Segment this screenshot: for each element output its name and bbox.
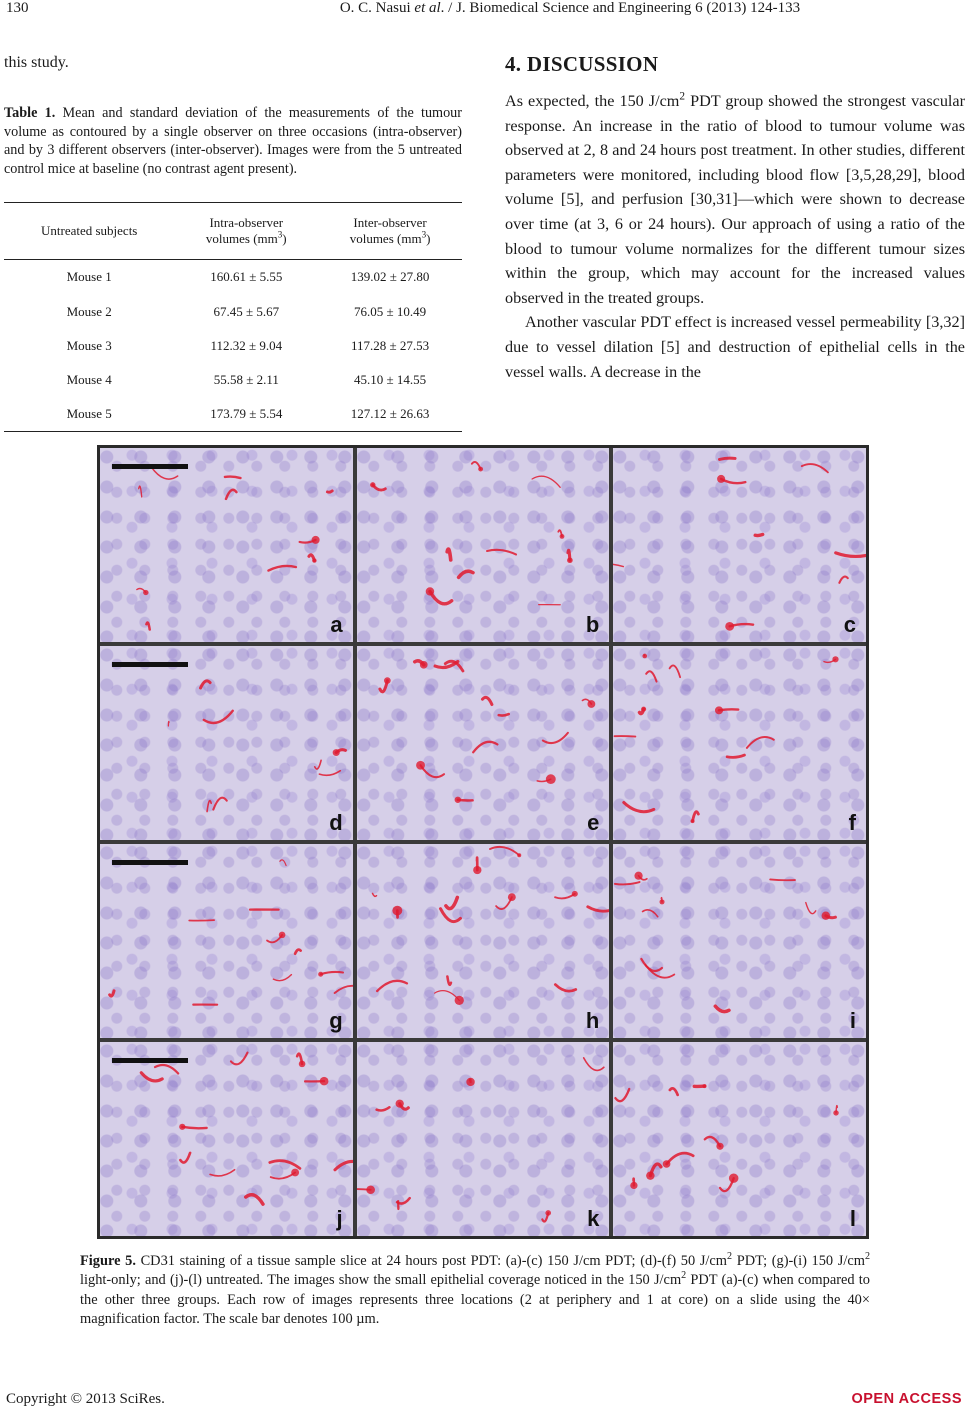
cell-mark — [318, 972, 323, 977]
cell-mark — [726, 622, 735, 631]
col-inter-close: ) — [426, 231, 431, 247]
vessel-mark — [189, 920, 214, 921]
table-row — [4, 397, 462, 432]
cell-inter: 127.12 ± 26.63 — [350, 406, 430, 422]
cell-intra: 112.32 ± 9.04 — [210, 337, 283, 353]
stained-vessels — [357, 448, 610, 642]
cell-mark — [643, 654, 648, 659]
figure-5-grid — [97, 445, 869, 1239]
cell-mark — [466, 1078, 474, 1086]
vessel-mark — [583, 1058, 603, 1071]
cell-mark — [366, 1185, 375, 1194]
col-inter-line1: Inter-observer — [353, 215, 427, 231]
col-intra-line2: volumes (mm — [205, 231, 278, 247]
cell-mark — [822, 912, 830, 920]
micrograph-panel-j — [100, 1042, 353, 1236]
paragraph-1 — [505, 89, 965, 310]
micrograph-panel-e — [357, 646, 610, 840]
micrograph-panel-k — [357, 1042, 610, 1236]
stained-vessels — [100, 448, 353, 642]
vessel-mark — [335, 986, 353, 993]
figure-label: Figure 5. — [80, 1253, 136, 1269]
header-authors: O. C. Nasui — [339, 0, 411, 16]
fig-cap-sup-1: 2 — [727, 1251, 733, 1263]
micrograph-panel-l — [613, 1042, 866, 1236]
vessel-mark — [201, 681, 211, 688]
volume-table — [4, 202, 462, 432]
vessel-mark — [646, 965, 675, 978]
cell-mark — [279, 932, 286, 939]
cell-mark — [312, 558, 316, 562]
vessel-mark — [280, 860, 286, 866]
panel-letter-k: k — [587, 1206, 600, 1231]
micrograph-panel-h — [357, 844, 610, 1038]
stained-vessels — [357, 646, 610, 840]
header-etal: et al — [414, 0, 441, 16]
cell-mark — [473, 866, 481, 874]
stained-vessels — [357, 1042, 610, 1236]
stained-vessels — [100, 844, 353, 1038]
vessel-mark — [670, 1088, 678, 1094]
vessel-mark — [110, 991, 114, 996]
vessel-mark — [728, 755, 745, 757]
panel-letter-d: d — [329, 810, 343, 835]
scale-bar — [112, 1058, 188, 1063]
cell-intra: 173.79 ± 5.54 — [210, 406, 283, 422]
vessel-mark — [213, 798, 226, 810]
stained-vessels — [100, 1042, 353, 1236]
cell-mark — [454, 996, 463, 1005]
vessel-mark — [226, 490, 236, 499]
cell-mark — [333, 749, 340, 756]
vessel-mark — [487, 550, 516, 555]
vessel-mark — [770, 879, 795, 880]
vessel-mark — [168, 721, 169, 725]
scale-bar — [112, 464, 188, 469]
header-journal: . / J. Biomedical Science and Engineering 6 (2013) 124-133 — [440, 0, 801, 16]
vessel-mark — [498, 714, 508, 715]
cell-inter: 76.05 ± 10.49 — [354, 303, 427, 319]
fig-cap-sup-3: 2 — [681, 1270, 687, 1282]
col-subjects: Untreated subjects — [40, 223, 138, 239]
vessel-mark — [756, 534, 763, 535]
cell-mark — [517, 853, 521, 857]
vessel-mark — [716, 1006, 730, 1011]
vessel-mark — [587, 907, 609, 911]
vessel-mark — [268, 566, 296, 571]
vessel-mark — [840, 577, 848, 583]
cell-mark — [663, 1160, 671, 1168]
vessel-mark — [321, 972, 343, 974]
vessel-mark — [613, 564, 623, 567]
cell-intra: 67.45 ± 5.67 — [213, 303, 280, 319]
cell-mark — [425, 587, 433, 595]
col-inter-exp: 3 — [421, 230, 427, 241]
panel-letter-g: g — [329, 1008, 343, 1033]
cell-mark — [416, 761, 425, 770]
cell-inter: 139.02 ± 27.80 — [350, 269, 430, 285]
cell-mark — [703, 1084, 707, 1088]
panel-letter-h: h — [585, 1008, 600, 1033]
cell-intra: 55.58 ± 2.11 — [213, 372, 279, 388]
cell-inter: 45.10 ± 14.55 — [354, 372, 427, 388]
vessel-mark — [182, 1127, 206, 1128]
cell-mark — [635, 872, 643, 880]
cell-mark — [545, 1210, 551, 1216]
vessel-mark — [642, 959, 663, 971]
left-column — [4, 54, 462, 432]
micrograph-panel-g — [100, 844, 353, 1038]
vessel-mark — [458, 571, 472, 577]
vessel-mark — [440, 909, 460, 922]
cell-mark — [312, 536, 320, 544]
cell-mark — [291, 1169, 299, 1177]
vessel-mark — [327, 491, 332, 492]
table-row — [4, 363, 462, 397]
micrograph-panel-c — [613, 448, 866, 642]
cell-subject: Mouse 3 — [66, 337, 112, 353]
col-inter-line2: volumes (mm — [349, 231, 422, 247]
vessel-mark — [446, 897, 457, 908]
cell-mark — [143, 590, 148, 595]
figure-caption — [80, 1252, 870, 1330]
fig-cap-1: CD31 staining of a tissue sample slice at 24 hours post PDT: (a)-(c) 150 J/cm PDT; (d)-(f) 50 J/cm — [135, 1253, 728, 1269]
p1-sup: 2 — [679, 90, 686, 103]
cell-subject: Mouse 1 — [66, 269, 112, 285]
cell-mark — [508, 893, 516, 901]
vessel-mark — [747, 737, 774, 748]
panel-letter-i: i — [849, 1008, 856, 1033]
cell-subject: Mouse 5 — [66, 406, 112, 422]
vessel-mark — [802, 464, 828, 472]
vessel-mark — [210, 1170, 235, 1176]
cell-intra: 160.61 ± 5.55 — [210, 269, 283, 285]
micrograph-panel-b — [357, 448, 610, 642]
vessel-mark — [720, 458, 736, 459]
panel-letter-c: c — [843, 612, 856, 637]
cell-mark — [691, 819, 695, 823]
cell-mark — [641, 707, 646, 712]
vessel-mark — [555, 985, 575, 992]
vessel-mark — [231, 1053, 248, 1065]
vessel-mark — [155, 1065, 178, 1074]
col-intra-close: ) — [282, 231, 287, 247]
vessel-mark — [447, 549, 451, 560]
page-number: 130 — [6, 0, 29, 16]
cell-mark — [392, 906, 402, 916]
table-caption — [4, 104, 462, 178]
scale-bar — [112, 860, 188, 865]
copyright: Copyright © 2013 SciRes. — [6, 1391, 165, 1407]
vessel-mark — [616, 1089, 630, 1101]
vessel-mark — [207, 801, 211, 812]
lead-text: this study. — [4, 54, 69, 71]
cell-subject: Mouse 2 — [66, 303, 112, 319]
vessel-mark — [532, 476, 560, 487]
vessel-mark — [377, 981, 407, 991]
cell-subject: Mouse 4 — [66, 372, 112, 388]
vessel-mark — [270, 1161, 300, 1169]
cell-mark — [420, 661, 428, 669]
cell-mark — [567, 557, 573, 563]
panel-letter-f: f — [848, 810, 856, 835]
vessel-mark — [555, 894, 575, 899]
vessel-mark — [146, 622, 149, 629]
fig-cap-sup-2: 2 — [864, 1251, 870, 1263]
cell-mark — [729, 1174, 739, 1183]
col-intra-line1: Intra-observer — [209, 215, 284, 231]
panel-letter-l: l — [849, 1206, 856, 1231]
cell-mark — [395, 1100, 403, 1108]
vessel-mark — [473, 742, 497, 752]
paragraph-2: Another vascular PDT effect is increased vessel permeability [3,32] due to vessel dilation [5] and destruction of epithelial cells in the vessel walls. A decrease in the — [505, 313, 965, 381]
vessel-mark — [180, 1153, 190, 1163]
cell-mark — [179, 1124, 185, 1130]
micrograph-panel-a — [100, 448, 353, 642]
fig-cap-3: light-only; and (j)-(l) untreated. The images show the small epithelial coverage noticed in the 150 J/cm — [80, 1272, 682, 1289]
panel-letter-e: e — [587, 810, 600, 835]
cell-mark — [454, 797, 460, 803]
vessel-mark — [667, 1153, 694, 1164]
right-column — [505, 52, 965, 384]
stained-vessels — [613, 1042, 866, 1236]
vessel-mark — [204, 711, 233, 723]
cell-mark — [478, 467, 483, 472]
stained-vessels — [613, 448, 866, 642]
stained-vessels — [613, 844, 866, 1038]
cell-mark — [571, 891, 577, 897]
table-row — [4, 329, 462, 363]
cell-mark — [833, 656, 839, 662]
vessel-mark — [447, 976, 451, 984]
vessel-mark — [670, 665, 681, 677]
vessel-mark — [647, 671, 657, 681]
table-row — [4, 260, 462, 295]
cell-mark — [559, 534, 564, 539]
vessel-mark — [295, 950, 300, 954]
cell-mark — [631, 1182, 638, 1189]
cell-mark — [717, 475, 725, 483]
vessel-mark — [482, 697, 491, 704]
vessel-mark — [542, 733, 567, 743]
panel-letter-a: a — [330, 612, 343, 637]
scale-bar — [112, 662, 188, 667]
fig-cap-4: PDT (a)-(c) when compared to the other three groups. Each row of images represents three locations (2 at periphery and 1 at core) on a slide using the 40× magnification factor. The scale bar denotes 100 µm. — [80, 1272, 870, 1328]
cell-mark — [646, 1171, 654, 1179]
cell-mark — [715, 706, 723, 714]
vessel-mark — [141, 1073, 162, 1081]
vessel-mark — [319, 771, 340, 776]
cell-inter: 117.28 ± 27.53 — [351, 337, 430, 353]
cell-mark — [370, 482, 375, 487]
vessel-mark — [246, 1195, 263, 1204]
vessel-mark — [624, 802, 654, 811]
vessel-mark — [490, 847, 519, 855]
table-label: Table 1. — [4, 105, 56, 121]
cell-mark — [384, 677, 391, 684]
micrograph-panel-i — [613, 844, 866, 1038]
cell-mark — [660, 899, 665, 904]
vessel-mark — [836, 553, 866, 557]
col-inter — [318, 203, 462, 260]
cell-mark — [717, 1143, 724, 1150]
micrograph-panel-f — [613, 646, 866, 840]
table-header-row — [4, 203, 462, 260]
running-header — [170, 0, 968, 17]
vessel-mark — [335, 1161, 353, 1169]
vessel-mark — [376, 1107, 389, 1110]
cell-mark — [834, 1110, 839, 1115]
fig-cap-2: PDT; (g)-(i) 150 J/cm — [732, 1253, 865, 1269]
panel-letter-j: j — [336, 1206, 343, 1231]
vessel-mark — [225, 477, 241, 479]
vessel-mark — [372, 893, 376, 896]
col-intra-exp: 3 — [277, 230, 283, 241]
panel-letter-b: b — [585, 612, 600, 637]
stained-vessels — [100, 646, 353, 840]
cell-mark — [587, 700, 595, 708]
vessel-mark — [139, 486, 142, 497]
vessel-mark — [806, 903, 816, 914]
p1-start: As expected, the 150 J/cm — [505, 92, 680, 110]
cell-mark — [545, 774, 555, 784]
stained-vessels — [357, 844, 610, 1038]
micrograph-panel-d — [100, 646, 353, 840]
stained-vessels — [613, 646, 866, 840]
table-caption-text: Mean and standard deviation of the measurements of the tumour volume as contoured by a single observer on three occasions (intra-observer) and by 3 different observers (inter-observer). Images were from the 5 untreated control mice at baseline (no contrast agent present). — [4, 105, 462, 177]
vessel-mark — [315, 760, 321, 769]
cell-mark — [320, 1077, 329, 1086]
vessel-mark — [615, 882, 640, 884]
vessel-mark — [643, 910, 658, 917]
table-row — [4, 295, 462, 329]
section-title: 4. DISCUSSION — [505, 52, 659, 76]
open-access-label: OPEN ACCESS — [851, 1391, 962, 1407]
col-intra — [174, 203, 318, 260]
discussion-text — [505, 89, 965, 384]
vessel-mark — [273, 975, 291, 981]
p1-rest: PDT group showed the strongest vascular response. An increase in the ratio of blood to tumour volume was observed at 2, 8 and 24 hours post treatment. In other studies, different parameters were monitored, including blood flow [3,5,28,29], blood volume [5], and perfusion [30,31]—which were shown to decrease over time (at 3, 6 or 24 hours). Our approach of using a ratio of the blood to tumour volume normalizes for the different tumour sizes within the group, which may account for the increased values observed in the treated groups. — [505, 92, 965, 307]
cell-mark — [299, 1061, 306, 1068]
